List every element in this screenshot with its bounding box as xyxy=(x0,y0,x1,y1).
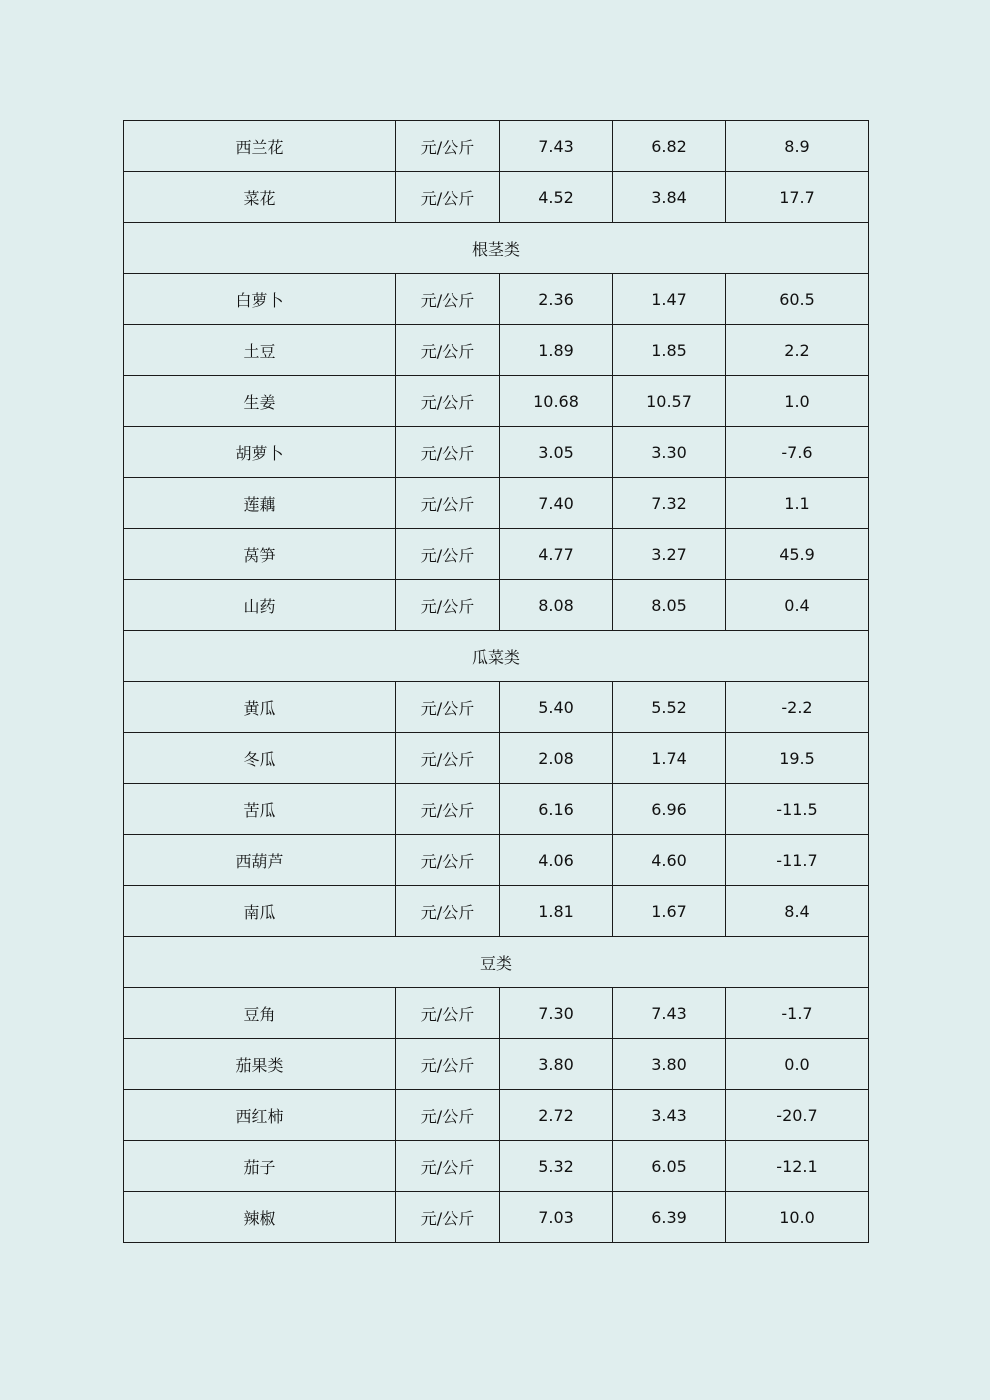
unit-cell: 元/公斤 xyxy=(396,1039,500,1090)
current-price-cell: 7.40 xyxy=(500,478,613,529)
category-label: 豆类 xyxy=(124,937,869,988)
unit-cell: 元/公斤 xyxy=(396,835,500,886)
category-row xyxy=(124,223,869,274)
category-label: 瓜菜类 xyxy=(124,631,869,682)
item-name-cell: 山药 xyxy=(124,580,396,631)
item-name-cell: 生姜 xyxy=(124,376,396,427)
change-percent-cell: -1.7 xyxy=(726,988,869,1039)
item-name-cell: 豆角 xyxy=(124,988,396,1039)
unit-cell: 元/公斤 xyxy=(396,784,500,835)
current-price-cell: 6.16 xyxy=(500,784,613,835)
item-name-cell: 茄子 xyxy=(124,1141,396,1192)
change-percent-cell: 8.4 xyxy=(726,886,869,937)
item-name-cell: 辣椒 xyxy=(124,1192,396,1243)
table-row xyxy=(124,172,869,223)
table-row xyxy=(124,1141,869,1192)
table-row xyxy=(124,1090,869,1141)
current-price-cell: 2.72 xyxy=(500,1090,613,1141)
previous-price-cell: 6.05 xyxy=(613,1141,726,1192)
change-percent-cell: 45.9 xyxy=(726,529,869,580)
unit-cell: 元/公斤 xyxy=(396,478,500,529)
change-percent-cell: 10.0 xyxy=(726,1192,869,1243)
category-label: 根茎类 xyxy=(124,223,869,274)
previous-price-cell: 1.74 xyxy=(613,733,726,784)
change-percent-cell: 60.5 xyxy=(726,274,869,325)
item-name-cell: 西葫芦 xyxy=(124,835,396,886)
previous-price-cell: 6.82 xyxy=(613,121,726,172)
previous-price-cell: 1.47 xyxy=(613,274,726,325)
table-row xyxy=(124,427,869,478)
previous-price-cell: 4.60 xyxy=(613,835,726,886)
unit-cell: 元/公斤 xyxy=(396,682,500,733)
change-percent-cell: -11.5 xyxy=(726,784,869,835)
item-name-cell: 莲藕 xyxy=(124,478,396,529)
current-price-cell: 2.36 xyxy=(500,274,613,325)
item-name-cell: 西红柿 xyxy=(124,1090,396,1141)
unit-cell: 元/公斤 xyxy=(396,886,500,937)
change-percent-cell: -11.7 xyxy=(726,835,869,886)
unit-cell: 元/公斤 xyxy=(396,733,500,784)
current-price-cell: 4.77 xyxy=(500,529,613,580)
previous-price-cell: 8.05 xyxy=(613,580,726,631)
unit-cell: 元/公斤 xyxy=(396,1192,500,1243)
current-price-cell: 7.30 xyxy=(500,988,613,1039)
previous-price-cell: 3.30 xyxy=(613,427,726,478)
previous-price-cell: 7.43 xyxy=(613,988,726,1039)
change-percent-cell: 0.4 xyxy=(726,580,869,631)
current-price-cell: 4.52 xyxy=(500,172,613,223)
unit-cell: 元/公斤 xyxy=(396,1141,500,1192)
current-price-cell: 1.81 xyxy=(500,886,613,937)
current-price-cell: 5.40 xyxy=(500,682,613,733)
table-body xyxy=(124,121,869,1243)
item-name-cell: 南瓜 xyxy=(124,886,396,937)
current-price-cell: 3.80 xyxy=(500,1039,613,1090)
table-row xyxy=(124,376,869,427)
table-row xyxy=(124,835,869,886)
change-percent-cell: 0.0 xyxy=(726,1039,869,1090)
current-price-cell: 8.08 xyxy=(500,580,613,631)
table-row xyxy=(124,988,869,1039)
table-row xyxy=(124,682,869,733)
current-price-cell: 2.08 xyxy=(500,733,613,784)
unit-cell: 元/公斤 xyxy=(396,172,500,223)
table-row xyxy=(124,274,869,325)
category-row xyxy=(124,631,869,682)
previous-price-cell: 3.80 xyxy=(613,1039,726,1090)
change-percent-cell: -12.1 xyxy=(726,1141,869,1192)
table-row xyxy=(124,580,869,631)
table-row xyxy=(124,325,869,376)
previous-price-cell: 3.84 xyxy=(613,172,726,223)
table-row xyxy=(124,529,869,580)
unit-cell: 元/公斤 xyxy=(396,274,500,325)
change-percent-cell: 8.9 xyxy=(726,121,869,172)
change-percent-cell: 1.0 xyxy=(726,376,869,427)
previous-price-cell: 3.27 xyxy=(613,529,726,580)
unit-cell: 元/公斤 xyxy=(396,325,500,376)
item-name-cell: 土豆 xyxy=(124,325,396,376)
item-name-cell: 西兰花 xyxy=(124,121,396,172)
change-percent-cell: -20.7 xyxy=(726,1090,869,1141)
current-price-cell: 4.06 xyxy=(500,835,613,886)
previous-price-cell: 6.96 xyxy=(613,784,726,835)
unit-cell: 元/公斤 xyxy=(396,121,500,172)
previous-price-cell: 5.52 xyxy=(613,682,726,733)
current-price-cell: 5.32 xyxy=(500,1141,613,1192)
previous-price-cell: 3.43 xyxy=(613,1090,726,1141)
item-name-cell: 苦瓜 xyxy=(124,784,396,835)
unit-cell: 元/公斤 xyxy=(396,580,500,631)
item-name-cell: 白萝卜 xyxy=(124,274,396,325)
current-price-cell: 7.43 xyxy=(500,121,613,172)
table-row xyxy=(124,784,869,835)
previous-price-cell: 6.39 xyxy=(613,1192,726,1243)
change-percent-cell: 19.5 xyxy=(726,733,869,784)
item-name-cell: 冬瓜 xyxy=(124,733,396,784)
category-row xyxy=(124,937,869,988)
unit-cell: 元/公斤 xyxy=(396,427,500,478)
previous-price-cell: 1.67 xyxy=(613,886,726,937)
unit-cell: 元/公斤 xyxy=(396,988,500,1039)
change-percent-cell: -2.2 xyxy=(726,682,869,733)
item-name-cell: 胡萝卜 xyxy=(124,427,396,478)
table-row xyxy=(124,1192,869,1243)
previous-price-cell: 10.57 xyxy=(613,376,726,427)
change-percent-cell: 17.7 xyxy=(726,172,869,223)
table-row xyxy=(124,1039,869,1090)
current-price-cell: 1.89 xyxy=(500,325,613,376)
table-row xyxy=(124,478,869,529)
table-row xyxy=(124,886,869,937)
unit-cell: 元/公斤 xyxy=(396,529,500,580)
unit-cell: 元/公斤 xyxy=(396,376,500,427)
item-name-cell: 莴笋 xyxy=(124,529,396,580)
unit-cell: 元/公斤 xyxy=(396,1090,500,1141)
table-row xyxy=(124,733,869,784)
item-name-cell: 茄果类 xyxy=(124,1039,396,1090)
previous-price-cell: 1.85 xyxy=(613,325,726,376)
previous-price-cell: 7.32 xyxy=(613,478,726,529)
current-price-cell: 10.68 xyxy=(500,376,613,427)
item-name-cell: 黄瓜 xyxy=(124,682,396,733)
table-row xyxy=(124,121,869,172)
current-price-cell: 7.03 xyxy=(500,1192,613,1243)
change-percent-cell: -7.6 xyxy=(726,427,869,478)
change-percent-cell: 1.1 xyxy=(726,478,869,529)
current-price-cell: 3.05 xyxy=(500,427,613,478)
vegetable-price-table xyxy=(123,120,869,1243)
change-percent-cell: 2.2 xyxy=(726,325,869,376)
item-name-cell: 菜花 xyxy=(124,172,396,223)
